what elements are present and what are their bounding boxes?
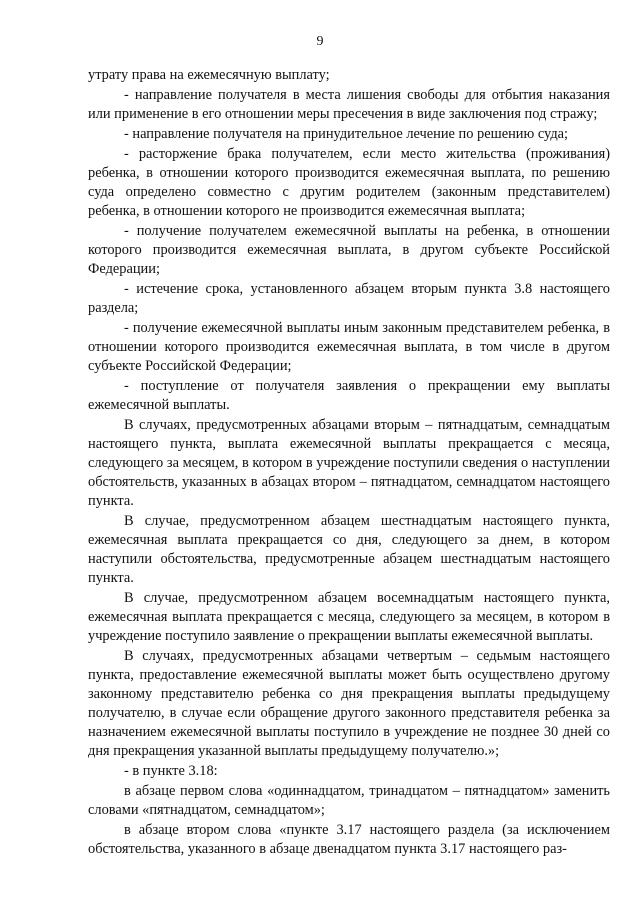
paragraph: - истечение срока, установленного абзацем вторым пункта 3.8 настоящего раздела;: [88, 281, 610, 316]
paragraph: - получение получателем ежемесячной выплаты на ребенка, в отношении которого производится ежемесячная выплата, в другом субъекте Российской Федерации;: [88, 223, 610, 277]
paragraph: - в пункте 3.18:: [124, 763, 218, 779]
paragraph: в абзаце первом слова «одиннадцатом, тринадцатом – пятнадцатом» заменить словами «пятнадцатом, семнадцатом»;: [88, 783, 610, 818]
page-number: 9: [316, 34, 324, 49]
paragraph: - поступление от получателя заявления о прекращении ему выплаты ежемесячной выплаты.: [88, 378, 610, 413]
paragraph: В случае, предусмотренном абзацем восемнадцатым настоящего пункта, ежемесячная выплата прекращается с месяца, следующего за месяцем, в котором в учреждение поступило заявление о прекращении выплаты ежемесячной выплаты.: [88, 590, 610, 644]
document-body: [88, 66, 610, 859]
paragraph: в абзаце втором слова «пункте 3.17 настоящего раздела (за исключением обстоятельства, указанного в абзаце двенадцатом пункта 3.17 настоящего раз-: [88, 822, 610, 857]
paragraph: В случаях, предусмотренных абзацами вторым – пятнадцатым, семнадцатым настоящего пункта, выплата ежемесячной выплаты прекращается с месяца, следующего за месяцем, в котором в учреждение поступили сведения о наступлении обстоятельств, указанных в абзацах втором – пятнадцатом, семнадцатом настоящего пункта.: [88, 417, 610, 509]
paragraph: - направление получателя на принудительное лечение по решению суда;: [124, 126, 569, 142]
paragraph: - расторжение брака получателем, если место жительства (проживания) ребенка, в отношении которого производится ежемесячная выплата, по решению суда определено совместно с другим родителем (законным представителем) ребенка, в отношении которого не производится ежемесячная выплата;: [88, 146, 610, 219]
paragraph: В случаях, предусмотренных абзацами четвертым – седьмым настоящего пункта, предоставление ежемесячной выплаты может быть осуществлено другому законному представителю ребенка со дня прекращения выплаты предыдущему получателю, в случае если обращение другого законного представителя ребенка за назначением ежемесячной выплаты поступило в учреждение не позднее 30 дней со дня прекращения указанной выплаты предыдущему получателю.»;: [88, 648, 610, 759]
paragraph: В случае, предусмотренном абзацем шестнадцатым настоящего пункта, ежемесячная выплата прекращается со дня, следующего за днем, в котором наступили обстоятельства, предусмотренные абзацем шестнадцатым настоящего пункта.: [88, 513, 610, 586]
paragraph: - получение ежемесячной выплаты иным законным представителем ребенка, в отношении которого производится ежемесячная выплата, в том числе в другом субъекте Российской Федерации;: [88, 320, 610, 374]
paragraph: - направление получателя в места лишения свободы для отбытия наказания или применение в его отношении меры пресечения в виде заключения под стражу;: [88, 87, 610, 122]
paragraph: утрату права на ежемесячную выплату;: [88, 67, 330, 83]
